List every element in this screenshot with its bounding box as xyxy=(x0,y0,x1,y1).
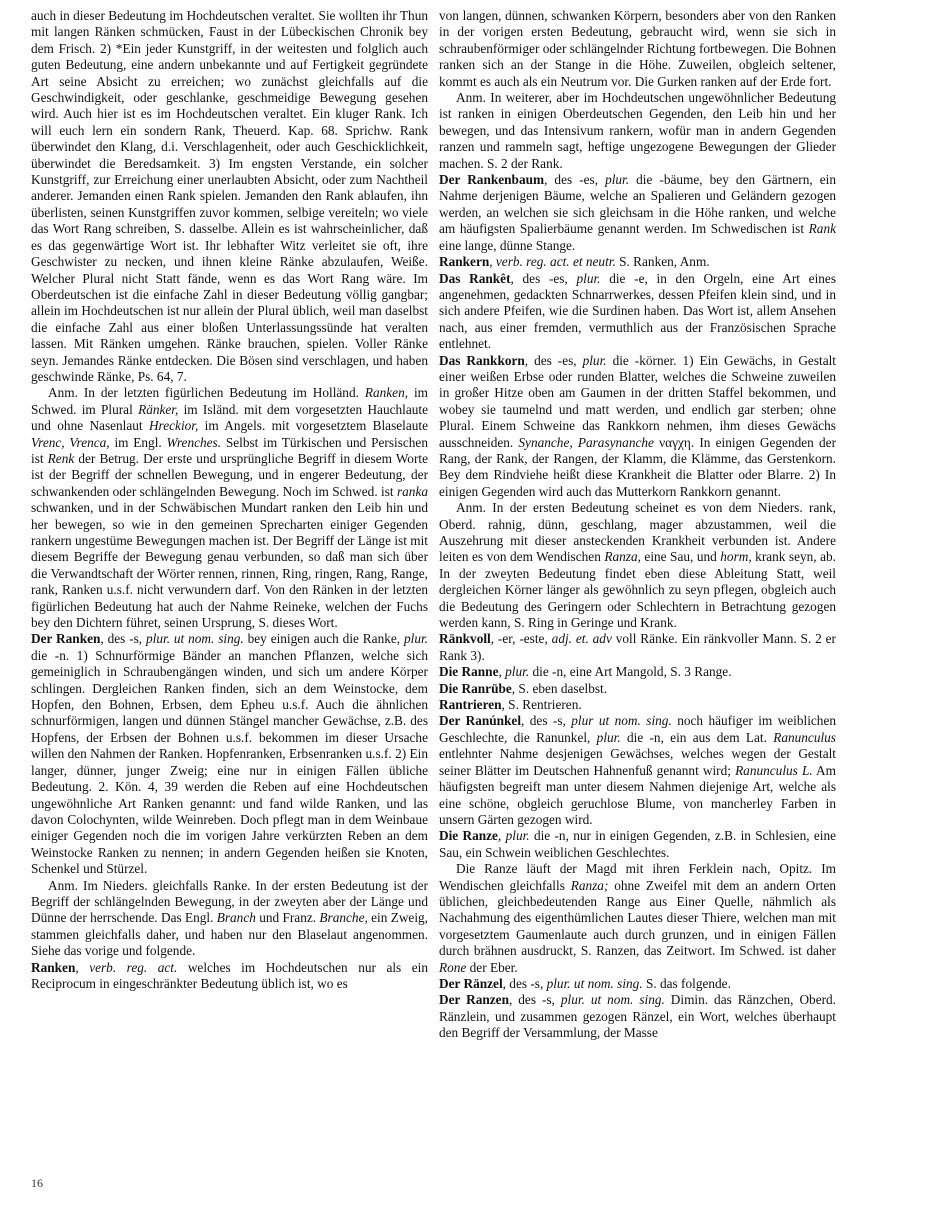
italic-term: Ranken, xyxy=(364,385,409,401)
annotation-paragraph: Anm. In der letzten figürlichen Bedeutung im Holländ. Ranken, im Schwed. im Plural Ränker, im Isländ. mit dem vorgesetzten Hauchlaute und ohne Nasenlaut Hreckior, im Angels. mit vorgesetztem Blaselaute Vrenc, Vrenca, im Engl. Wrenches. Selbst im Türkischen und Persischen ist Renk der Betrug. Der erste und ursprüngliche Begriff in diesem Worte ist der Begriff der schnellen Bewegung, und in engerer Bedeutung, der schwankenden oder schlängelnden Bewegung. Noch im Schwed. ist ranka schwanken, und in der Schwäbischen Mundart ranken den Leib hin und her bewegen, so wie in den gemeinen Sprecharten einiger Gegenden rankern ungestüme Bewegungen machen ist. Der Begriff der Länge ist mit diesem Begriffe der Bewegung genau verbunden, so daß man sich über die Verwandtschaft der Wörter rennen, rinnen, Ring, ringen, Rang, Range, rank, Ranken u.s.f. nicht verwundern darf. Von den Ränken in der letzten figürlichen Bedeutung hat auch der Nahme Reineke, welchen der Fuchs bey den Dichtern führet, seinen Ursprung, S. dieses Wort. xyxy=(31,385,429,631)
italic-term: plur. ut nom. sing. xyxy=(560,992,665,1008)
italic-term: plur. ut nom. sing. xyxy=(546,975,643,991)
italic-term: Ranza; xyxy=(570,877,609,893)
dictionary-entry: Der Ranúnkel, des -s, plur ut nom. sing. noch häufiger im weiblichen Geschlechte, die Ranunkel, plur. die -n, ein aus dem Lat. Ranunculus entlehnter Nahme desjenigen Gewächses, welches wegen der Gestalt seiner Blätter im Deutschen Hahnenfuß genannt wird; Ranunculus L. Am häufigsten begreift man unter diesem Nahmen diejenige Art, welche als eine schöne, obgleich geruchlose Blume, von mancherley Farben in unsern Gärten gezogen wird. xyxy=(439,713,836,827)
dictionary-entry: Ränkvoll, -er, -este, adj. et. adv voll Ränke. Ein ränkvoller Mann. S. 2 er Rank 3). xyxy=(439,631,836,663)
italic-term: adj. et. adv xyxy=(551,631,612,647)
italic-term: Ranza, xyxy=(604,549,641,565)
dictionary-entry: Ranken, verb. reg. act. welches im Hochdeutschen nur als ein Reciprocum in eingeschränkter Bedeutung üblich ist, wo es xyxy=(31,959,428,991)
left-column xyxy=(31,8,428,992)
headword: Ranken xyxy=(31,959,76,975)
headword: Der Rankenbaum xyxy=(439,172,545,188)
headword: Die Ranne xyxy=(439,664,499,680)
italic-term: Rank xyxy=(808,221,836,237)
italic-term: plur ut nom. sing. xyxy=(571,713,672,729)
italic-term: verb. reg. act. xyxy=(89,959,178,975)
continued-paragraph: von langen, dünnen, schwanken Körpern, besonders aber von den Ranken in der vorigen ersten Bedeutung, gebraucht wird, wenn sie sich in schraubenförmiger oder schlängelnder Richtung fortbewegen. Die Bohnen ranken sich an der Stange in die Höhe. Zuweilen, obgleich seltener, kommt es auch als ein Neutrum vor. Die Gurken ranken auf der Erde fort. xyxy=(439,8,836,89)
headword: Der Ranúnkel xyxy=(439,713,522,729)
dictionary-entry: Die Ranze, plur. die -n, nur in einigen Gegenden, z.B. in Schlesien, eine Sau, ein Schwein weiblichen Geschlechtes. xyxy=(439,828,836,860)
italic-term: horm, xyxy=(720,549,752,565)
italic-term: Rone xyxy=(439,959,467,975)
italic-term: plur. ut nom. sing. xyxy=(146,631,244,647)
italic-term: Ranunculus L. xyxy=(735,762,813,778)
italic-term: plur. xyxy=(582,352,607,368)
headword: Die Ranze xyxy=(439,828,498,844)
dictionary-entry: Die Ranrübe, S. eben daselbst. xyxy=(439,680,608,696)
italic-term: Vrenc, Vrenca, xyxy=(31,434,110,450)
annotation-paragraph: Anm. In der ersten Bedeutung scheinet es von dem Nieders. rank, Oberd. rahnig, dünn, geschlang, mager abzustammen, weil die Auszehrung mit dieser ansteckenden Krankheit verbunden ist. Andere leiten es von dem Wendischen Ranza, eine Sau, und horm, krank seyn, ab. In der zweyten Bedeutung findet eben diese Ableitung Statt, weil dergleichen Körner länger als gewöhnlich zu seyn pflegen, obgleich auch die Bedeutung des Geringern oder Schlechtern in Betrachtung gezogen werden kann, S. Ring in Geringe und Krank. xyxy=(439,500,836,631)
italic-term: Synanche, Parasynanche xyxy=(518,434,654,450)
right-column xyxy=(439,8,836,1042)
italic-term: plur. xyxy=(576,270,601,286)
headword: Rantrieren xyxy=(439,697,502,713)
headword: Das Rankkorn xyxy=(439,352,525,368)
headword: Das Rankêt xyxy=(439,270,511,286)
italic-term: ranka xyxy=(396,483,428,499)
italic-term: Branche, xyxy=(319,910,368,926)
headword: Der Ranken xyxy=(31,631,101,647)
dictionary-entry: Das Rankkorn, des -es, plur. die -körner. 1) Ein Gewächs, in Gestalt einer weißen Erbse oder runden Blatter, welches die Schweine zuweilen in großer Hitze oben am Gaumen in der dritten Staffel bekommen, und wobey sie taumelnd und matt werden, und endlich gar sterben; ohne Plural. Einem Schweine das Rankkorn nehmen, ihm dieses Gewächs ausschneiden. Synanche, Parasynanche ναγχη. In einigen Gegenden der Rang, der Rank, der Rangen, der Klamm, die Klämme, das Gerstenkorn. Bey dem Rindviehe heißt diese Krankheit die Blatter oder Blarre. 2) In einigen Gegenden wird auch das Mutterkorn Rankkorn genannt. xyxy=(439,352,836,499)
italic-term: Branch xyxy=(216,910,256,926)
annotation-paragraph: Die Ranze läuft der Magd mit ihren Ferklein nach, Opitz. Im Wendischen gleichfalls Ranza; ohne Zweifel mit dem an andern Orten üblichen, gleichbedeutenden Range aus Einer Quelle, nähmlich als Nachahmung des eigenthümlichen Lautes dieser Thiere, welchen man mit vorgesetztem Gaumenlaute auch durch grunzen, und in einigen Fällen durch brähnen ausdruckt, S. Ranzen, das Zeitwort. Im Schwed. ist daher Rone der Eber. xyxy=(439,861,836,975)
dictionary-entry: Der Rankenbaum, des -es, plur. die -bäume, bey den Gärtnern, ein Nahme derjenigen Bäume, welche an Spalieren und Geländern gezogen werden, an welchen sie sich gleichsam in die Höhe ranken, und welche am häufigsten Spalierbäume genannt werden. Im Schwedischen ist Rank eine lange, dünne Stange. xyxy=(439,172,836,253)
italic-term: verb. reg. act. et neutr. xyxy=(495,254,616,270)
italic-term: Renk xyxy=(47,450,75,466)
italic-term: Hreckior, xyxy=(148,418,199,434)
italic-term: Ränker, xyxy=(138,401,179,417)
italic-term: plur. xyxy=(403,631,429,647)
dictionary-entry: Der Ranzen, des -s, plur. ut nom. sing. Dimin. das Ränzchen, Oberd. Ränzlein, und zusammen gezogen Ränzel, ein Wort, welches überhaupt den Begriff der Versammlung, der Masse xyxy=(439,992,837,1041)
headword: Der Ranzen xyxy=(439,992,509,1008)
headword: Ränkvoll xyxy=(439,631,491,647)
italic-term: Wrenches. xyxy=(166,434,222,450)
dictionary-entry: Rankern, verb. reg. act. et neutr. S. Ranken, Anm. xyxy=(439,254,710,270)
headword: Der Ränzel xyxy=(439,975,503,991)
annotation-paragraph: Anm. Im Nieders. gleichfalls Ranke. In der ersten Bedeutung ist der Begriff der schlängelnden Bewegung, in der zweyten aber der Länge und Dünne der herrschende. Das Engl. Branch und Franz. Branche, ein Zweig, stammen gleichfalls daher, und haben nur den Blaselaut angenommen. Siehe das vorige und folgende. xyxy=(31,877,428,959)
italic-term: plur. xyxy=(596,729,621,745)
italic-term: plur. xyxy=(505,828,530,844)
dictionary-entry: Rantrieren, S. Rentrieren. xyxy=(439,697,582,713)
annotation-paragraph: Anm. In weiterer, aber im Hochdeutschen ungewöhnlicher Bedeutung ist ranken in einigen Oberdeutschen Gegenden, den Leib hin und her bewegen, und das Intensivum rankern, wofür man in andern Gegenden ranzen und rammeln sagt, heftige ungezogene Bewegungen der Glieder machen. S. 2 der Rank. xyxy=(439,90,836,171)
continued-paragraph: auch in dieser Bedeutung im Hochdeutschen veraltet. Sie wollten ihr Thun mit langen Ränken schmücken, Faust in der Lübeckischen Chronik bey dem Frisch. 2) *Ein jeder Kunstgriff, in der weitesten und folglich auch guten Bedeutung, eine andern unbekannte und auf Fertigkeit gegründete Art seine Absicht zu erreichen; wo zunächst gleichfalls auf die Geschwindigkeit, oder geschlanke, geschmeidige Bewegung gesehen wird. Auch hier ist es im Hochdeutschen veraltet. Ein kluger Rank. Ich will euch lern ein sondern Rank, Theuerd. Kap. 68. Sprichw. Rank überwindet den Klang, d.i. Verschlagenheit, oder auch Geschicklichkeit, überwindet die Beredsamkeit. 3) Im engsten Verstande, ein solcher Kunstgriff, zur Erreichung einer unerlaubten Absicht, oder zum Nachtheil anderer. Jemanden einen Rank spielen. Jemanden den Rank ablaufen, ihn überlisten, seinen Kunstgriffen zuvor kommen, selbige vereiteln; wo viele das Wort Rang schreiben, S. dasselbe. Allein es ist wahrscheinlicher, daß es das gegenwärtige Wort ist. Ihr lebhafter Witz verleitet sie oft, ihre Geschwister zu necken, und ihnen kleine Ränke abzulaufen, Weiße. Welcher Plural nicht Statt fände, wenn es das Wort Rang wäre. Im Oberdeutschen ist die einfache Zahl in dieser Bedeutung völlig gangbar; allein im Hochdeutschen ist nur allein der Plural üblich, weil man daselbst die einfache Zahl aus einer bloßen Unterlassungssünde hat veralten lassen. Mit Ränken umgehen. Ränke brauchen, spielen. Voller Ränke seyn. Jemandes Ränke entdecken. Die Bösen sind verschlagen, und haben geschwinde Ränke, Ps. 64, 7. xyxy=(31,8,428,384)
italic-term: plur. xyxy=(605,172,630,188)
dictionary-entry: Der Ränzel, des -s, plur. ut nom. sing. S. das folgende. xyxy=(439,975,731,991)
headword: Rankern xyxy=(439,254,490,270)
dictionary-entry: Die Ranne, plur. die -n, eine Art Mangold, S. 3 Range. xyxy=(439,664,732,680)
dictionary-entry: Der Ranken, des -s, plur. ut nom. sing. bey einigen auch die Ranke, plur. die -n. 1) Schnurförmige Bänder an manchen Pflanzen, welche sich gemeiniglich in Schraubengängen winden, und sich um andere Körper schlingen. Dergleichen Ranken finden, sich an dem Weinstocke, dem Hopfen, den Bohnen, Erbsen, dem Epheu u.s.f. Auch die ähnlichen schnurförmigen, langen und dünnen Stängel mancher Gewächse, z.B. des Hopfens, der Erbsen der Bohnen u.s.f. bekommen im dieser Ursache willen den Nahmen der Ranken. Hopfenranken, Erbsenranken u.s.f. 2) Ein langer, dünner, junger Zweig; eine nur in einigen Fällen übliche Bedeutung. 2. Kön. 4, 39 werden die Reben auf eine Hochdeutschen ungewöhnliche Art Ranken genannt: und fand wilde Ranken, und las davon Colochynten, wilde Weinreben. Doch pflegt man in dem Weinbaue einiger Gegenden noch die im vorigen Jahre verkürzten Reben an dem Weinstocke Ranken zu nennen; in andern Gegenden heißen sie Knoten, Schenkel und Stürzel. xyxy=(31,631,429,877)
dictionary-entry: Das Rankêt, des -es, plur. die -e, in den Orgeln, eine Art eines angenehmen, gedackten Schnarrwerkes, dessen Pfeifen klein sind, und in sich andere Pfeifen, wie die Surdinen haben. Das Wort ist, allem Ansehen nach, aus einer fremden, vermuthlich aus der Französischen Sprache entlehnet. xyxy=(439,270,837,352)
page-number: 16 xyxy=(31,1176,43,1190)
headword: Die Ranrübe xyxy=(439,680,512,696)
italic-term: Ranunculus xyxy=(773,729,836,745)
italic-term: plur. xyxy=(505,664,530,680)
